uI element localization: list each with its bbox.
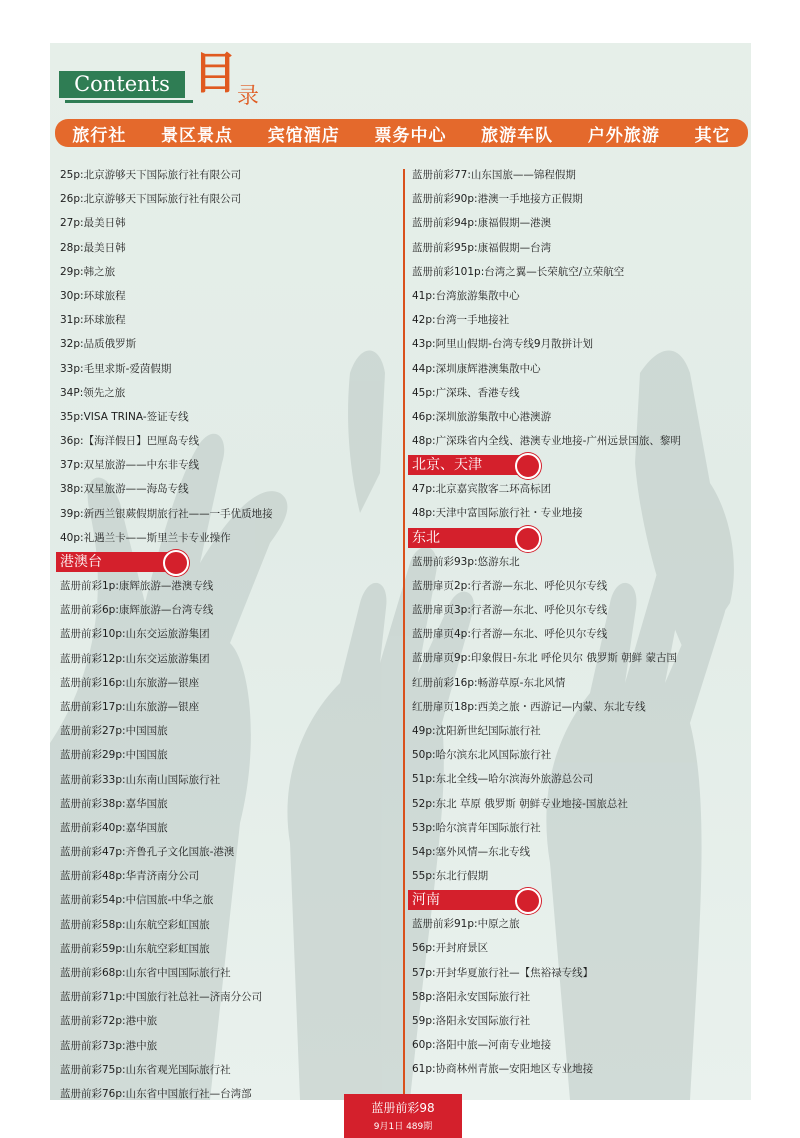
red-dot-icon — [515, 453, 541, 479]
list-item[interactable]: 51p:东北全线—哈尔滨海外旅游总公司 — [412, 773, 594, 786]
red-dot-icon — [163, 550, 189, 576]
list-item[interactable]: 42p:台湾一手地接社 — [412, 314, 510, 327]
list-item[interactable]: 蓝册扉页9p:印象假日-东北 呼伦贝尔 俄罗斯 朝鲜 蒙古国 — [412, 652, 678, 665]
list-item[interactable]: 38p:双星旅游——海岛专线 — [60, 483, 189, 496]
list-item[interactable]: 49p:沈阳新世纪国际旅行社 — [412, 724, 541, 737]
list-item[interactable]: 蓝册前彩58p:山东航空彩虹国旅 — [60, 918, 210, 931]
list-item[interactable]: 蓝册扉页4p:行者游—东北、呼伦贝尔专线 — [412, 628, 608, 641]
title-main: 目 — [193, 48, 237, 99]
list-item[interactable]: 蓝册前彩47p:齐鲁孔子文化国旅-港澳 — [60, 846, 235, 859]
list-item[interactable]: 57p:开封华夏旅行社—【焦裕禄专线】 — [412, 966, 594, 979]
list-item[interactable]: 48p:天津中富国际旅行社・专业地接 — [412, 507, 583, 520]
red-dot-icon — [515, 526, 541, 552]
magazine-name: 蓝册前彩98 — [371, 1101, 435, 1115]
red-dot-icon — [515, 888, 541, 914]
list-item[interactable]: 蓝册前彩48p:华青济南分公司 — [60, 870, 200, 883]
list-item[interactable]: 52p:东北 草原 俄罗斯 朝鲜专业地接-国旅总社 — [412, 797, 628, 810]
list-item[interactable]: 蓝册扉页2p:行者游—东北、呼伦贝尔专线 — [412, 579, 608, 592]
category-hotels[interactable]: 宾馆酒店 — [267, 125, 340, 146]
list-item[interactable]: 59p:洛阳永安国际旅行社 — [412, 1015, 531, 1027]
list-item[interactable]: 蓝册前彩72p:港中旅 — [60, 1015, 158, 1028]
list-item[interactable]: 蓝册前彩91p:中原之旅 — [412, 918, 520, 931]
list-item[interactable]: 40p:礼遇兰卡——斯里兰卡专业操作 — [60, 531, 231, 544]
list-item[interactable]: 蓝册前彩33p:山东南山国际旅行社 — [60, 773, 221, 786]
list-item[interactable]: 蓝册前彩93p:悠游东北 — [412, 555, 520, 568]
list-item[interactable]: 48p:广深珠省内全线、港澳专业地接-广州远景国旅、黎明 — [412, 435, 681, 448]
list-item[interactable]: 31p:环球旅程 — [60, 314, 126, 327]
list-item[interactable]: 红册前彩16p:畅游草原-东北风情 — [412, 676, 566, 689]
column-divider — [403, 169, 405, 1100]
list-item[interactable]: 蓝册前彩94p:康福假期—港澳 — [412, 217, 552, 230]
list-item[interactable]: 30p:环球旅程 — [60, 289, 126, 302]
list-item[interactable]: 55p:东北行假期 — [412, 870, 489, 883]
list-item[interactable]: 蓝册前彩27p:中国国旅 — [60, 725, 168, 738]
list-item[interactable]: 蓝册扉页3p:行者游—东北、呼伦贝尔专线 — [412, 604, 608, 616]
list-item[interactable]: 蓝册前彩40p:嘉华国旅 — [60, 821, 168, 834]
list-item[interactable]: 蓝册前彩77:山东国旅——锦程假期 — [412, 169, 576, 181]
list-item[interactable]: 29p:韩之旅 — [60, 265, 116, 278]
list-item[interactable]: 46p:深圳旅游集散中心港澳游 — [412, 410, 552, 423]
section-header-northeast — [408, 527, 748, 549]
list-item[interactable]: 蓝册前彩76p:山东省中国旅行社—台湾部 — [60, 1087, 252, 1100]
list-item[interactable]: 44p:深圳康辉港澳集散中心 — [412, 362, 541, 375]
category-scenic-spots[interactable]: 景区景点 — [161, 125, 234, 146]
list-item[interactable]: 蓝册前彩12p:山东交运旅游集团 — [60, 652, 210, 665]
list-item[interactable]: 47p:北京嘉宾散客二环高标团 — [412, 483, 552, 496]
list-item[interactable]: 蓝册前彩1p:康辉旅游—港澳专线 — [60, 580, 214, 592]
list-item[interactable]: 红册扉页18p:西美之旅・西游记—内蒙、东北专线 — [412, 700, 646, 713]
section-title: 北京、天津 — [412, 457, 482, 474]
list-item[interactable]: 35p:VISA TRINA-签证专线 — [60, 410, 189, 423]
section-header-hk-macau-taiwan — [56, 551, 396, 573]
page-footer-badge — [344, 1094, 462, 1138]
list-item[interactable]: 39p:新西兰银蕨假期旅行社——一手优质地接 — [60, 507, 273, 520]
list-item[interactable]: 蓝册前彩6p:康辉旅游—台湾专线 — [60, 604, 214, 617]
category-tour-buses[interactable]: 旅游车队 — [481, 125, 554, 146]
list-item[interactable]: 56p:开封府景区 — [412, 942, 489, 955]
category-outdoor[interactable]: 户外旅游 — [587, 125, 660, 146]
list-item[interactable]: 25p:北京游够天下国际旅行社有限公司 — [60, 169, 242, 181]
contents-label: Contents — [59, 71, 185, 98]
section-header-beijing-tianjin — [408, 454, 748, 476]
category-others[interactable]: 其它 — [694, 125, 731, 146]
category-nav-bar — [55, 119, 748, 147]
list-item[interactable]: 蓝册前彩38p:嘉华国旅 — [60, 797, 168, 810]
list-item[interactable]: 36p:【海洋假日】巴厘岛专线 — [60, 435, 200, 448]
list-item[interactable]: 32p:品质俄罗斯 — [60, 338, 137, 351]
list-item[interactable]: 60p:洛阳中旅—河南专业地接 — [412, 1039, 552, 1052]
contents-page — [50, 43, 751, 1100]
title-sub: 录 — [237, 84, 260, 109]
list-item[interactable]: 61p:协商林州青旅—安阳地区专业地接 — [412, 1063, 594, 1076]
list-item[interactable]: 蓝册前彩75p:山东省观光国际旅行社 — [60, 1063, 231, 1076]
list-item[interactable]: 蓝册前彩68p:山东省中国国际旅行社 — [60, 967, 231, 979]
list-item[interactable]: 蓝册前彩10p:山东交运旅游集团 — [60, 628, 210, 641]
list-item[interactable]: 蓝册前彩101p:台湾之翼—长荣航空/立荣航空 — [412, 265, 625, 278]
list-item[interactable]: 蓝册前彩95p:康福假期—台湾 — [412, 241, 552, 254]
list-item[interactable]: 53p:哈尔滨青年国际旅行社 — [412, 821, 541, 834]
issue-info: 9月1日 489期 — [373, 1122, 433, 1132]
list-item[interactable]: 蓝册前彩16p:山东旅游—银座 — [60, 676, 200, 689]
list-item[interactable]: 34P:领先之旅 — [60, 386, 126, 399]
list-item[interactable]: 54p:塞外风情—东北专线 — [412, 845, 531, 858]
right-column — [408, 163, 748, 1082]
list-item[interactable]: 58p:洛阳永安国际旅行社 — [412, 990, 531, 1003]
list-item[interactable]: 蓝册前彩54p:中信国旅-中华之旅 — [60, 894, 214, 907]
list-item[interactable]: 蓝册前彩59p:山东航空彩虹国旅 — [60, 942, 210, 955]
list-item[interactable]: 蓝册前彩90p:港澳一手地接方正假期 — [412, 193, 583, 206]
section-title: 东北 — [412, 529, 440, 546]
list-item[interactable]: 26p:北京游够天下国际旅行社有限公司 — [60, 193, 242, 206]
list-item[interactable]: 50p:哈尔滨东北风国际旅行社 — [412, 749, 552, 762]
list-item[interactable]: 43p:阿里山假期-台湾专线9月散拼计划 — [412, 338, 594, 351]
section-title: 河南 — [412, 892, 440, 909]
list-item[interactable]: 蓝册前彩71p:中国旅行社总社—济南分公司 — [60, 991, 263, 1004]
list-item[interactable]: 27p:最美日韩 — [60, 217, 126, 230]
category-travel-agency[interactable]: 旅行社 — [72, 125, 127, 146]
list-item[interactable]: 28p:最美日韩 — [60, 241, 126, 254]
list-item[interactable]: 37p:双星旅游——中东非专线 — [60, 459, 200, 472]
left-column — [56, 163, 396, 1100]
category-ticketing[interactable]: 票务中心 — [374, 125, 447, 146]
list-item[interactable]: 41p:台湾旅游集散中心 — [412, 289, 520, 302]
list-item[interactable]: 蓝册前彩29p:中国国旅 — [60, 749, 168, 762]
section-title: 港澳台 — [60, 554, 102, 570]
list-item[interactable]: 蓝册前彩73p:港中旅 — [60, 1039, 158, 1052]
list-item[interactable]: 45p:广深珠、香港专线 — [412, 386, 520, 399]
list-item[interactable]: 33p:毛里求斯-爱茵假期 — [60, 362, 172, 375]
list-item[interactable]: 蓝册前彩17p:山东旅游—银座 — [60, 700, 200, 713]
section-header-henan — [408, 889, 748, 911]
